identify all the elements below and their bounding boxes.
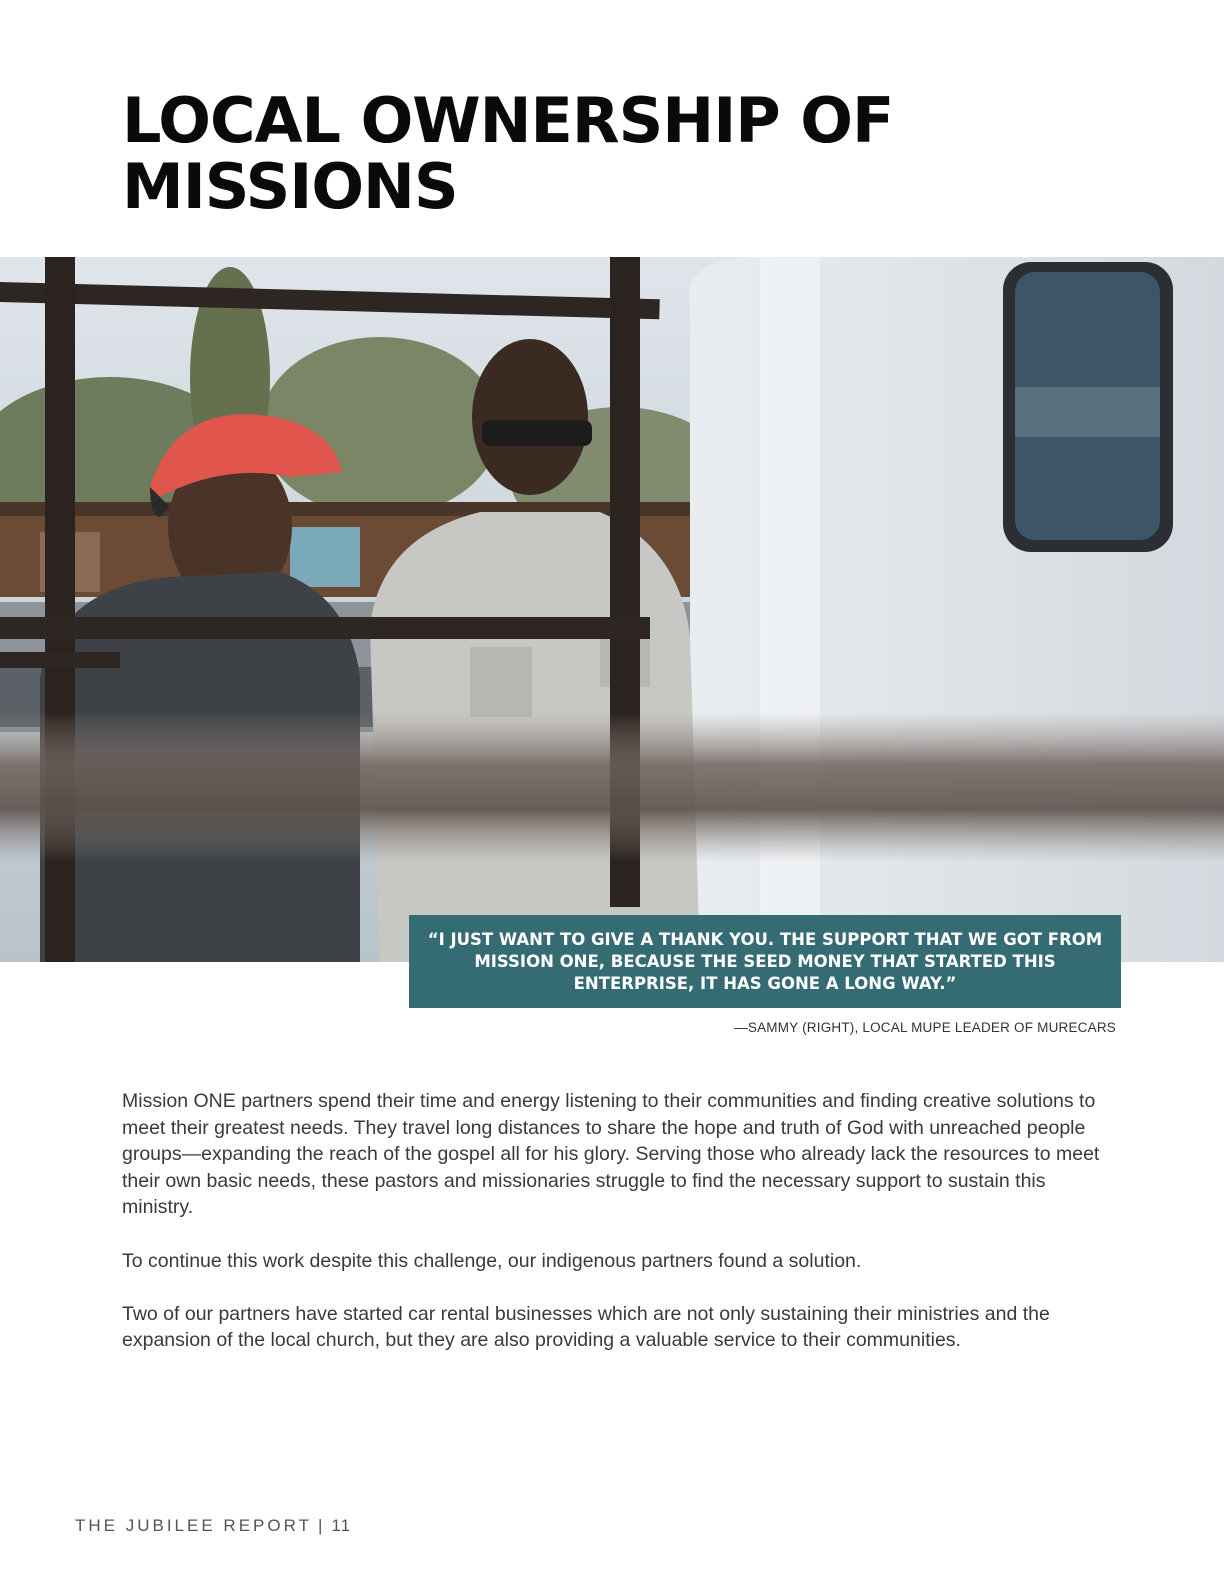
- body-paragraph: Mission ONE partners spend their time and energy listening to their communities and finding creative solutions to meet their greatest needs. They travel long distances to share the hope and truth of God with unreached people groups—expanding the reach of the gospel all for his glory. Serving those who already lack the resources to meet their own basic needs, these pastors and missionaries struggle to find the necessary support to sustain this ministry.: [122, 1090, 1100, 1219]
- page-number: 11: [331, 1516, 352, 1535]
- footer-separator: |: [317, 1516, 326, 1535]
- body-paragraph: To continue this work despite this challenge, our indigenous partners found a solution.: [122, 1249, 862, 1272]
- page-title: [122, 84, 894, 223]
- pull-quote-text: “I JUST WANT TO GIVE A THANK YOU. THE SUPPORT THAT WE GOT FROM MISSION ONE, BECAUSE THE SEED MONEY THAT STARTED THIS ENTERPRISE, IT HAS GONE A LONG WAY.”: [427, 929, 1103, 993]
- publication-name: THE JUBILEE REPORT: [75, 1516, 312, 1535]
- hero-photo: [0, 257, 1224, 962]
- body-text: [122, 1088, 1112, 1381]
- quote-attribution: —SAMMY (RIGHT), LOCAL MUPE LEADER OF MURECARS: [734, 1020, 1116, 1035]
- page-title-line-1: LOCAL OWNERSHIP OF: [122, 84, 894, 157]
- body-paragraph: Two of our partners have started car rental businesses which are not only sustaining their ministries and the expansion of the local church, but they are also providing a valuable service to their communities.: [122, 1302, 1050, 1352]
- page-footer: [75, 1516, 351, 1536]
- pull-quote: [409, 915, 1121, 1008]
- page-title-line-2: MISSIONS: [122, 150, 458, 223]
